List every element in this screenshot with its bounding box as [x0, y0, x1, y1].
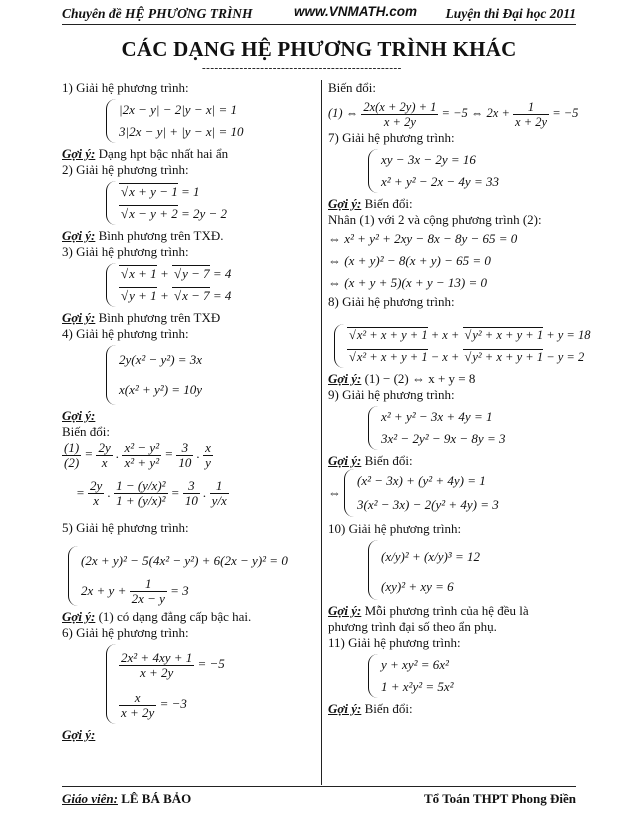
problem-3-eq2 — [119, 285, 317, 307]
fraction: $\frac{\text{x² − y²}}{\text{x² + y²}}$ — [124, 439, 160, 470]
problem-1-system — [106, 99, 317, 143]
problem-6-eq1: $\frac{\text{2x² + 4xy + 1}}{x + 2y}$ = −5 — [121, 649, 225, 680]
hint-text: (1) − (2) ⇔ x + y = 8 — [361, 371, 476, 386]
hint-key: Gợi ý: — [62, 727, 96, 743]
header-site: www.VNMATH.com — [294, 4, 418, 19]
page-footer — [62, 786, 576, 806]
hint-key: Gợi ý: — [62, 146, 96, 161]
problem-11-hint — [328, 701, 578, 717]
problem-5-eq2: 2x + y + $\frac{1}{2x - y}$ = 3 — [81, 576, 189, 607]
problem-3-system — [106, 263, 317, 307]
problem-3-label: 3) Giải hệ phương trình: — [62, 244, 189, 259]
problem-10-eq1: (x/y)² + (x/y)³ = 12 — [381, 549, 480, 564]
problem-4-eq2: x(x² + y²) = 10y — [119, 382, 203, 397]
problem-9-step-2: 3(x² − 3x) − 2(y² + 4y) = 3 — [357, 497, 499, 512]
problem-11-label: 11) Giải hệ phương trình: — [328, 635, 461, 650]
problem-7-step-3: ⇔ (x + y + 5)(x + y − 13) = 0 — [328, 275, 488, 290]
fraction: $\frac{1}{2x - y}$ — [131, 576, 165, 607]
problem-8-system — [334, 324, 591, 368]
problem-7-system — [368, 149, 578, 193]
problem-2-hint — [62, 228, 317, 244]
problem-4-system — [106, 345, 317, 405]
problem-6-eq2: $\frac{x}{x + 2y}$ = −3 — [121, 689, 187, 720]
problem-9-label: 9) Giải hệ phương trình: — [328, 387, 455, 402]
radical: √ y + 1 — [119, 287, 157, 303]
fraction: $\frac{x}{y}$ — [205, 439, 211, 470]
problem-5-hint — [62, 609, 317, 625]
fraction: $\frac{2y}{x}$ — [90, 478, 103, 509]
problem-1-eq2: 3|2x − y| + |y − x| = 10 — [119, 124, 244, 139]
header-course: Luyện thi Đại học 2011 — [445, 6, 576, 21]
footer-teacher — [62, 791, 191, 807]
problem-6-transform: Biến đổi: — [328, 80, 377, 95]
problem-11-eq1: y + xy² = 6x² — [381, 657, 449, 672]
fraction: $\frac{2y}{x}$ — [98, 439, 111, 470]
hint-key: Gợi ý: — [328, 196, 362, 211]
problem-8-eq1: √ x² + x + y + 1 + x + √ y² + x + y + 1 + y = 18 — [347, 324, 578, 346]
radical: √ x + y − 1 — [119, 183, 178, 199]
problem-5-system — [68, 546, 317, 607]
problem-8-eq2: √ x² + x + y + 1 − x + √ y² + x + y + 1 − y = 2 — [347, 346, 578, 368]
equiv-sign: ⇔ — [328, 485, 341, 500]
problem-7-step-1: ⇔ x² + y² + 2xy − 8x − 8y − 65 = 0 — [328, 231, 518, 246]
problem-4-formula-1: $\frac{(1)}{(2)}$ = $\frac{2y}{x}$ . $\frac{\text{x² − y²}}{\text{x² + y²}}$ = $\frac{3}{10}$ . $\frac{x}{y}$ — [64, 439, 211, 470]
problem-7-hint — [328, 196, 578, 212]
title-dashes: ------------------------------------------------ — [202, 62, 402, 74]
hint-text: (1) có dạng đẳng cấp bậc hai. — [95, 609, 252, 625]
problem-10-system — [368, 540, 578, 600]
radical: √ y − 7 — [172, 265, 210, 281]
problem-9-eq2: 3x² − 2y² − 9x − 8y = 3 — [381, 431, 506, 446]
fraction: $\frac{x}{x + 2y}$ — [121, 689, 155, 720]
problem-6-system — [106, 644, 317, 724]
right-column — [328, 80, 591, 717]
problem-1-label: 1) Giải hệ phương trình: — [62, 80, 189, 95]
problem-4-transform: Biến đổi: — [62, 424, 111, 439]
fraction: $\frac{3}{10}$ — [184, 478, 198, 509]
problem-10-hint — [328, 603, 578, 619]
problem-4-formula-2: = $\frac{2y}{x}$ . $\frac{\text{1 − (y/x)²}}{\text{1 + (y/x)²}}$ = $\frac{3}{10}$ . $\frac{1}{y/x}$ — [76, 478, 227, 509]
eq-rest: = 1 — [177, 184, 200, 199]
problem-7-eq1: xy − 3x − 2y = 16 — [381, 152, 476, 167]
problem-6-step: (1) ⇔ $\frac{2x(x + 2y) + 1}{x + 2y}$ = −5 ⇔ 2x + $\frac{1}{x + 2y}$ = −5 — [328, 99, 579, 129]
problem-1-eq1: |2x − y| − 2|y − x| = 1 — [119, 102, 237, 117]
problem-11-system — [368, 654, 578, 698]
hint-text: Biến đổi: — [361, 196, 413, 211]
problem-5-eq1: (2x + y)² − 5(4x² − y²) + 6(2x − y)² = 0 — [81, 552, 288, 568]
problem-7-label: 7) Giải hệ phương trình: — [328, 130, 455, 145]
eq-rest: = 4 — [209, 288, 232, 303]
header-topic: Chuyên đề HỆ PHƯƠNG TRÌNH — [62, 6, 253, 21]
footer-department: Tổ Toán THPT Phong Điền — [424, 791, 576, 806]
eq-rest: = 2y − 2 — [177, 206, 228, 221]
radical: √ x + 1 — [119, 265, 157, 281]
hint-key: Gợi ý: — [328, 603, 362, 618]
hint-text: Dạng hpt bậc nhất hai ẩn — [95, 146, 229, 161]
problem-7-step-2: ⇔ (x + y)² − 8(x + y) − 65 = 0 — [328, 253, 491, 268]
hint-text: Biến đổi: — [361, 701, 413, 716]
problem-7-eq2: x² + y² − 2x − 4y = 33 — [381, 174, 499, 189]
hint-text: Mỗi phương trình của hệ đều là — [361, 603, 529, 618]
hint-text: Bình phương trên TXĐ — [95, 310, 221, 325]
eq-mid: + — [156, 266, 172, 281]
hint-text: Biến đổi: — [361, 453, 413, 468]
problem-8-hint — [328, 371, 578, 387]
hint-key: Gợi ý: — [328, 701, 362, 716]
problem-7-note: Nhân (1) với 2 và cộng phương trình (2): — [328, 212, 542, 227]
hint-key: Gợi ý: — [328, 371, 362, 386]
problem-3-hint — [62, 310, 317, 326]
hint-key: Gợi ý: — [62, 609, 96, 625]
problem-4-eq1: 2y(x² − y²) = 3x — [119, 352, 203, 367]
problem-9-step-1: (x² − 3x) + (y² + 4y) = 1 — [357, 473, 486, 488]
teacher-key: Giáo viên: — [62, 791, 118, 806]
fraction: $\frac{1}{y/x}$ — [211, 478, 227, 509]
fraction: $\frac{1}{x + 2y}$ — [515, 99, 548, 129]
fraction: $\frac{(1)}{(2)}$ — [64, 439, 80, 470]
problem-4-hint — [62, 408, 317, 424]
fraction: $\frac{2x(x + 2y) + 1}{x + 2y}$ — [363, 99, 437, 129]
hint-key: Gợi ý: — [62, 228, 96, 243]
problem-9-system — [368, 406, 578, 450]
hint-key: Gợi ý: — [62, 310, 96, 325]
problem-2-system — [106, 181, 317, 225]
page-header — [62, 4, 576, 25]
problem-4-label: 4) Giải hệ phương trình: — [62, 326, 189, 341]
problem-2-eq1 — [119, 181, 317, 203]
teacher-name: LÊ BÁ BẢO — [117, 791, 192, 806]
problem-1-hint — [62, 146, 317, 162]
problem-5-label: 5) Giải hệ phương trình: — [62, 519, 189, 535]
problem-10-hint-line-2: phương trình đại số theo ẩn phụ. — [328, 619, 497, 634]
problem-2-label: 2) Giải hệ phương trình: — [62, 162, 189, 177]
page-title: CÁC DẠNG HỆ PHƯƠNG TRÌNH KHÁC — [121, 37, 517, 61]
problem-10-label: 10) Giải hệ phương trình: — [328, 521, 462, 536]
radical: √ x − y + 2 — [119, 205, 178, 221]
fraction: $\frac{\text{2x² + 4xy + 1}}{x + 2y}$ — [121, 649, 193, 680]
problem-6-hint — [62, 727, 317, 743]
fraction: $\frac{3}{10}$ — [178, 439, 192, 470]
problem-9-transform — [328, 469, 578, 521]
column-divider — [321, 80, 322, 785]
problem-9-transformed-system — [344, 469, 499, 517]
eq-mid: + — [156, 288, 172, 303]
problem-10-eq2: (xy)² + xy = 6 — [381, 579, 454, 594]
hint-key: Gợi ý: — [328, 453, 362, 468]
hint-text: Bình phương trên TXĐ. — [95, 228, 224, 243]
fraction: $\frac{\text{1 − (y/x)²}}{\text{1 + (y/x)²}}$ — [116, 478, 166, 509]
problem-2-eq2 — [119, 203, 317, 225]
hint-key: Gợi ý: — [62, 408, 96, 423]
left-column — [62, 80, 317, 743]
problem-11-eq2: 1 + x²y² = 5x² — [381, 679, 454, 694]
problem-8-label: 8) Giải hệ phương trình: — [328, 294, 455, 309]
radical: √ x − 7 — [172, 287, 210, 303]
problem-9-hint — [328, 453, 578, 469]
problem-9-eq1: x² + y² − 3x + 4y = 1 — [381, 409, 493, 424]
problem-6-label: 6) Giải hệ phương trình: — [62, 625, 189, 641]
problem-3-eq1 — [119, 263, 317, 285]
eq-rest: = 4 — [209, 266, 232, 281]
